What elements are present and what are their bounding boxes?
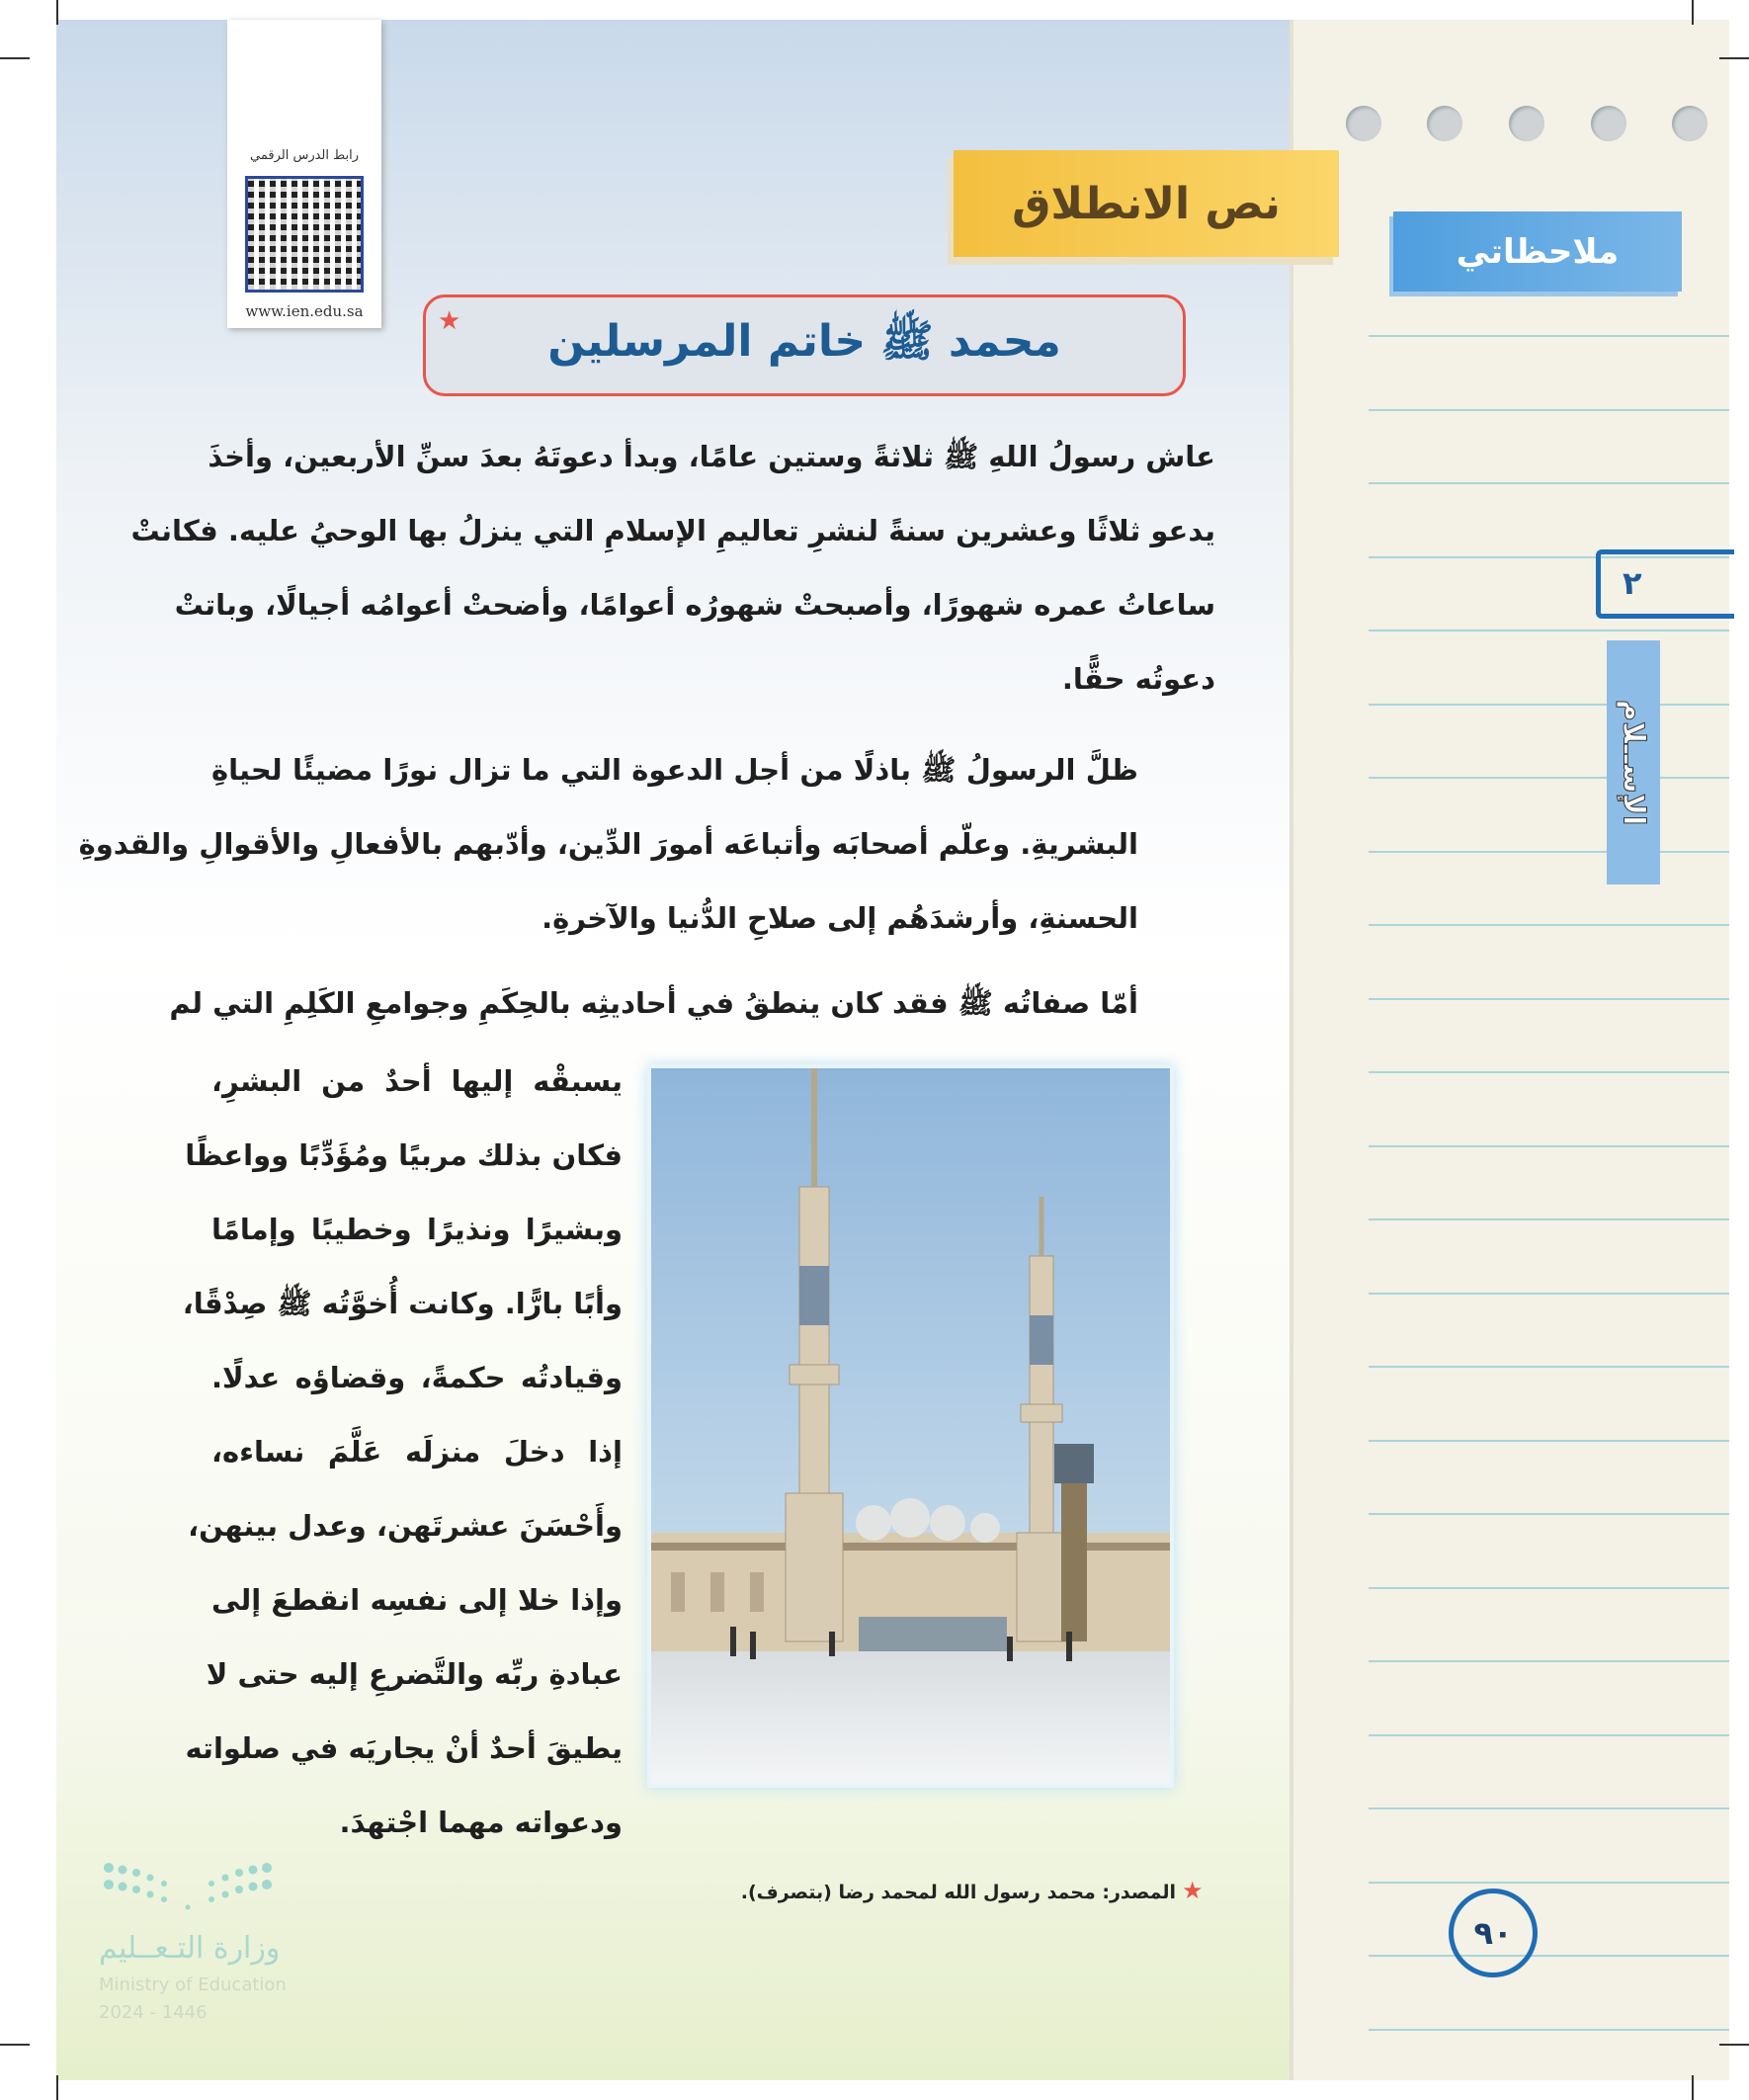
text-line: وقيادتُه حكمةً، وقضاؤه عدلًا. — [211, 1361, 623, 1394]
note-line — [1369, 2029, 1729, 2031]
text-line: يدعو ثلاثًا وعشرين سنةً لنشرِ تعاليمِ الإسلامِ التي ينزلُ بها الوحيُ عليه. فكانتْ — [130, 514, 1215, 547]
paragraph-1 — [130, 420, 1215, 716]
note-line — [1369, 1660, 1729, 1662]
text-line: فكان بذلك مربيًا ومُؤَدِّبًا وواعظًا — [185, 1138, 623, 1172]
text-line: أمّا صفاتُه ﷺ فقد كان ينطقُ في أحاديثِه بالحِكَمِ وجوامعِ الكَلِمِ التي لم — [169, 986, 1138, 1020]
unit-label: الإســلام — [1616, 699, 1651, 826]
paragraph-3 — [182, 1045, 623, 1860]
notes-tab: ملاحظاتي — [1393, 211, 1682, 292]
source-citation: المصدر: محمد رسول الله لمحمد رضا (بتصرف). — [740, 1882, 1176, 1903]
note-line — [1369, 409, 1729, 411]
text-line: عبادةِ ربِّه والتَّضرعِ إليه حتى لا — [206, 1657, 623, 1691]
binder-hole — [1672, 106, 1707, 141]
binder-hole — [1427, 106, 1462, 141]
crop-mark — [56, 2075, 58, 2100]
text-line: وبشيرًا ونذيرًا وخطيبًا وإمامًا — [211, 1213, 623, 1246]
text-line: وإذا خلا إلى نفسِه انقطعَ إلى — [211, 1583, 623, 1617]
text-line: وأبًا بارًّا. وكانت أُخوَّتُه ﷺ صِدْقًا، — [182, 1287, 623, 1320]
crop-mark — [1692, 2075, 1694, 2100]
lesson-title: محمد ﷺ خاتم المرسلين — [423, 294, 1186, 396]
note-line — [1369, 777, 1729, 779]
ministry-arabic: وزارة التـعــليم — [99, 1931, 281, 1966]
crop-mark — [1692, 0, 1694, 25]
star-icon: ★ — [1182, 1877, 1204, 1904]
text-line: ساعاتُ عمره شهورًا، وأصبحتْ شهورُه أعوامًا، وأضحتْ أعوامُه أجيالًا، وباتتْ — [174, 588, 1215, 622]
text-line: الحسنةِ، وأرشدَهُم إلى صلاحِ الدُّنيا والآخرةِ. — [541, 901, 1138, 935]
text-line: دعوتُه حقًّا. — [1061, 662, 1215, 696]
note-line — [1369, 1440, 1729, 1442]
note-line — [1369, 1807, 1729, 1809]
star-icon: ★ — [438, 306, 461, 336]
paragraph-2 — [78, 733, 1215, 956]
note-line — [1369, 851, 1729, 853]
text-line: إذا دخلَ منزلَه عَلَّمَ نساءه، — [211, 1435, 623, 1469]
note-line — [1369, 630, 1729, 631]
ministry-year: 2024 - 1446 — [99, 2002, 208, 2023]
note-line — [1369, 1955, 1729, 1957]
note-line — [1369, 1734, 1729, 1736]
crop-mark — [0, 2044, 30, 2046]
qr-card[interactable] — [227, 20, 381, 328]
mosque-photo — [647, 1064, 1174, 1788]
text-line: ودعواته مهما اجْتهدَ. — [339, 1806, 623, 1839]
note-line — [1369, 1587, 1729, 1589]
paragraph-3-first — [169, 966, 1215, 1041]
binder-hole — [1509, 106, 1544, 141]
note-line — [1369, 1071, 1729, 1073]
notes-column — [1290, 20, 1729, 2080]
note-line — [1369, 1882, 1729, 1884]
ministry-logo — [99, 1858, 287, 2023]
binder-hole — [1591, 106, 1626, 141]
text-line: البشريةِ. وعلّم أصحابَه وأتباعَه أمورَ الدِّين، وأدّبهم بالأفعالِ والأقوالِ والقدوةِ — [78, 827, 1138, 861]
text-line: عاش رسولُ اللهِ ﷺ ثلاثةً وستين عامًا، وبدأ دعوتَهُ بعدَ سنِّ الأربعين، وأخذَ — [208, 440, 1215, 473]
qr-url[interactable]: www.ien.edu.sa — [245, 302, 364, 320]
qr-code[interactable] — [245, 176, 364, 293]
note-line — [1369, 924, 1729, 926]
note-line — [1369, 704, 1729, 706]
text-line: يطيقَ أحدٌ أنْ يجاريَه في صلواته — [185, 1731, 623, 1765]
note-line — [1369, 1293, 1729, 1295]
note-line — [1369, 998, 1729, 1000]
unit-label-tape — [1607, 640, 1660, 884]
section-banner: نص الانطلاق — [954, 150, 1339, 257]
crop-mark — [56, 0, 58, 25]
ministry-english: Ministry of Education — [99, 1974, 287, 1995]
note-line — [1369, 1218, 1729, 1220]
crop-mark — [1719, 2044, 1749, 2046]
binder-hole — [1346, 106, 1381, 141]
ministry-dots-icon — [99, 1858, 277, 1917]
text-line: وأَحْسَنَ عشرتَهن، وعدل بينهن، — [188, 1509, 623, 1543]
page-number: ٩٠ — [1449, 1889, 1538, 1977]
text-line: ظلَّ الرسولُ ﷺ باذلًا من أجل الدعوة التي ما تزال نورًا مضيئًا لحياةِ — [211, 753, 1138, 787]
note-line — [1369, 1145, 1729, 1147]
note-line — [1369, 1366, 1729, 1368]
note-line — [1369, 1513, 1729, 1515]
crop-mark — [0, 57, 30, 59]
crop-mark — [1719, 57, 1749, 59]
text-line: يسبقْه إليها أحدٌ من البشرِ، — [211, 1064, 623, 1098]
qr-label: رابط الدرس الرقمي — [250, 148, 359, 163]
note-line — [1369, 335, 1729, 337]
note-line — [1369, 482, 1729, 484]
unit-number: ٢ — [1596, 549, 1734, 619]
